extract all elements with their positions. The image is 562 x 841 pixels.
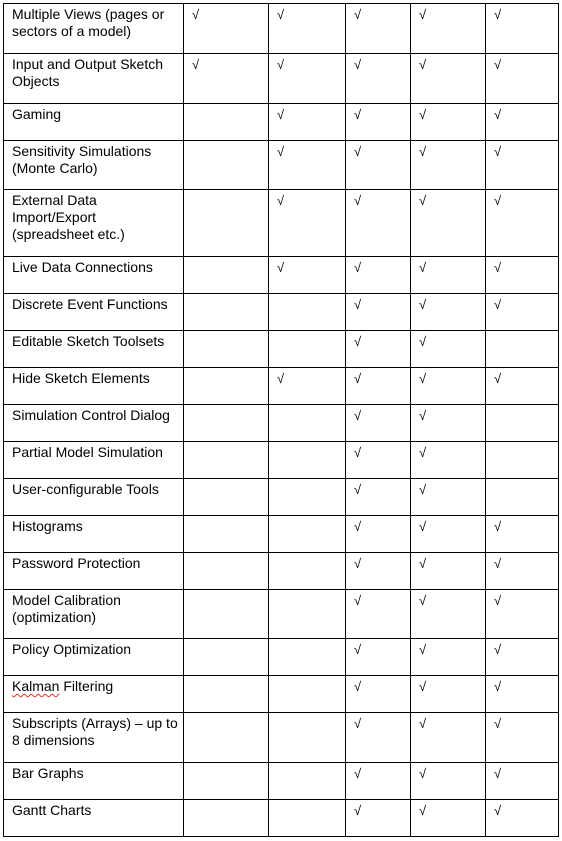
table-row bbox=[4, 479, 559, 516]
feature-comparison-table bbox=[3, 3, 559, 837]
check-mark-cell bbox=[184, 257, 269, 294]
check-mark-cell bbox=[184, 368, 269, 405]
check-mark-cell: √ bbox=[486, 713, 559, 763]
check-mark-cell bbox=[184, 405, 269, 442]
check-mark-cell bbox=[269, 763, 346, 800]
check-mark-cell: √ bbox=[346, 676, 411, 713]
feature-name-cell: Input and Output Sketch Objects bbox=[4, 54, 184, 104]
feature-name-cell: Simulation Control Dialog bbox=[4, 405, 184, 442]
table-row bbox=[4, 800, 559, 837]
check-mark-cell bbox=[269, 800, 346, 837]
check-mark-cell bbox=[184, 639, 269, 676]
check-mark-cell: √ bbox=[486, 763, 559, 800]
check-mark-cell: √ bbox=[269, 104, 346, 141]
check-mark-cell bbox=[269, 331, 346, 368]
check-mark-cell bbox=[486, 331, 559, 368]
feature-name-cell: Policy Optimization bbox=[4, 639, 184, 676]
check-mark-cell: √ bbox=[411, 676, 486, 713]
check-mark-cell bbox=[184, 331, 269, 368]
check-mark-cell: √ bbox=[411, 800, 486, 837]
feature-name-cell: Multiple Views (pages or sectors of a model) bbox=[4, 4, 184, 54]
check-mark-cell: √ bbox=[486, 368, 559, 405]
check-mark-cell: √ bbox=[486, 294, 559, 331]
check-mark-cell: √ bbox=[411, 4, 486, 54]
check-mark-cell: √ bbox=[486, 190, 559, 257]
check-mark-cell bbox=[184, 553, 269, 590]
check-mark-cell bbox=[269, 516, 346, 553]
check-mark-cell: √ bbox=[486, 104, 559, 141]
check-mark-cell: √ bbox=[346, 54, 411, 104]
check-mark-cell: √ bbox=[486, 800, 559, 837]
check-mark-cell: √ bbox=[269, 54, 346, 104]
check-mark-cell: √ bbox=[346, 553, 411, 590]
check-mark-cell: √ bbox=[346, 190, 411, 257]
table-row bbox=[4, 713, 559, 763]
feature-name-cell: Editable Sketch Toolsets bbox=[4, 331, 184, 368]
check-mark-cell bbox=[269, 713, 346, 763]
table-row bbox=[4, 639, 559, 676]
table-body bbox=[4, 4, 559, 837]
check-mark-cell: √ bbox=[486, 639, 559, 676]
check-mark-cell bbox=[486, 442, 559, 479]
check-mark-cell: √ bbox=[486, 516, 559, 553]
check-mark-cell bbox=[269, 639, 346, 676]
check-mark-cell bbox=[269, 442, 346, 479]
check-mark-cell bbox=[269, 405, 346, 442]
check-mark-cell bbox=[486, 479, 559, 516]
check-mark-cell: √ bbox=[346, 294, 411, 331]
check-mark-cell bbox=[269, 676, 346, 713]
check-mark-cell: √ bbox=[411, 54, 486, 104]
check-mark-cell: √ bbox=[346, 479, 411, 516]
check-mark-cell: √ bbox=[269, 141, 346, 190]
feature-name-cell: External Data Import/Export (spreadsheet etc.) bbox=[4, 190, 184, 257]
table-row bbox=[4, 141, 559, 190]
table-row bbox=[4, 104, 559, 141]
check-mark-cell: √ bbox=[411, 141, 486, 190]
check-mark-cell: √ bbox=[346, 104, 411, 141]
check-mark-cell: √ bbox=[346, 763, 411, 800]
check-mark-cell: √ bbox=[411, 639, 486, 676]
check-mark-cell: √ bbox=[346, 4, 411, 54]
check-mark-cell: √ bbox=[411, 331, 486, 368]
table-row bbox=[4, 442, 559, 479]
check-mark-cell bbox=[184, 713, 269, 763]
check-mark-cell: √ bbox=[411, 405, 486, 442]
check-mark-cell bbox=[269, 590, 346, 639]
check-mark-cell: √ bbox=[184, 4, 269, 54]
check-mark-cell: √ bbox=[346, 800, 411, 837]
table-row bbox=[4, 553, 559, 590]
check-mark-cell bbox=[269, 479, 346, 516]
check-mark-cell bbox=[184, 479, 269, 516]
check-mark-cell: √ bbox=[411, 442, 486, 479]
table-row bbox=[4, 257, 559, 294]
check-mark-cell: √ bbox=[411, 190, 486, 257]
check-mark-cell: √ bbox=[346, 590, 411, 639]
check-mark-cell: √ bbox=[486, 141, 559, 190]
check-mark-cell: √ bbox=[346, 257, 411, 294]
table-row bbox=[4, 516, 559, 553]
table-row bbox=[4, 331, 559, 368]
check-mark-cell: √ bbox=[346, 141, 411, 190]
check-mark-cell: √ bbox=[486, 676, 559, 713]
check-mark-cell: √ bbox=[269, 257, 346, 294]
check-mark-cell bbox=[184, 590, 269, 639]
check-mark-cell: √ bbox=[346, 405, 411, 442]
check-mark-cell bbox=[184, 141, 269, 190]
feature-name-cell: User-configurable Tools bbox=[4, 479, 184, 516]
check-mark-cell bbox=[269, 294, 346, 331]
table-row bbox=[4, 294, 559, 331]
check-mark-cell: √ bbox=[346, 516, 411, 553]
table-row bbox=[4, 368, 559, 405]
check-mark-cell bbox=[184, 442, 269, 479]
check-mark-cell: √ bbox=[411, 368, 486, 405]
feature-name-cell: Hide Sketch Elements bbox=[4, 368, 184, 405]
feature-name-cell: Discrete Event Functions bbox=[4, 294, 184, 331]
feature-name-cell: Gaming bbox=[4, 104, 184, 141]
check-mark-cell: √ bbox=[486, 4, 559, 54]
check-mark-cell: √ bbox=[486, 54, 559, 104]
check-mark-cell bbox=[184, 516, 269, 553]
feature-name-cell: Subscripts (Arrays) – up to 8 dimensions bbox=[4, 713, 184, 763]
check-mark-cell bbox=[184, 763, 269, 800]
feature-name-cell: Model Calibration (optimization) bbox=[4, 590, 184, 639]
check-mark-cell: √ bbox=[411, 713, 486, 763]
feature-name-cell: Gantt Charts bbox=[4, 800, 184, 837]
check-mark-cell bbox=[184, 190, 269, 257]
table-row bbox=[4, 590, 559, 639]
check-mark-cell bbox=[184, 294, 269, 331]
check-mark-cell: √ bbox=[411, 516, 486, 553]
check-mark-cell: √ bbox=[411, 257, 486, 294]
table-row bbox=[4, 54, 559, 104]
check-mark-cell: √ bbox=[411, 763, 486, 800]
feature-name-cell: Password Protection bbox=[4, 553, 184, 590]
check-mark-cell: √ bbox=[411, 590, 486, 639]
check-mark-cell bbox=[184, 676, 269, 713]
feature-name-cell: Sensitivity Simulations (Monte Carlo) bbox=[4, 141, 184, 190]
table-row bbox=[4, 405, 559, 442]
feature-name-cell: Bar Graphs bbox=[4, 763, 184, 800]
check-mark-cell: √ bbox=[346, 713, 411, 763]
feature-name-cell: Live Data Connections bbox=[4, 257, 184, 294]
check-mark-cell: √ bbox=[346, 331, 411, 368]
check-mark-cell bbox=[184, 104, 269, 141]
check-mark-cell: √ bbox=[411, 553, 486, 590]
check-mark-cell bbox=[269, 553, 346, 590]
spellcheck-flagged-word: Kalman bbox=[12, 678, 60, 694]
table-row bbox=[4, 676, 559, 713]
feature-name-rest: Filtering bbox=[59, 678, 114, 694]
check-mark-cell: √ bbox=[269, 190, 346, 257]
check-mark-cell: √ bbox=[411, 104, 486, 141]
check-mark-cell: √ bbox=[346, 442, 411, 479]
check-mark-cell: √ bbox=[486, 257, 559, 294]
check-mark-cell: √ bbox=[346, 639, 411, 676]
check-mark-cell: √ bbox=[346, 368, 411, 405]
check-mark-cell: √ bbox=[269, 4, 346, 54]
check-mark-cell: √ bbox=[411, 479, 486, 516]
feature-name-cell: Histograms bbox=[4, 516, 184, 553]
check-mark-cell: √ bbox=[411, 294, 486, 331]
check-mark-cell: √ bbox=[486, 553, 559, 590]
table-row bbox=[4, 190, 559, 257]
feature-name-cell bbox=[4, 676, 184, 713]
check-mark-cell: √ bbox=[184, 54, 269, 104]
feature-name-cell: Partial Model Simulation bbox=[4, 442, 184, 479]
table-row bbox=[4, 4, 559, 54]
check-mark-cell bbox=[486, 405, 559, 442]
check-mark-cell bbox=[184, 800, 269, 837]
check-mark-cell: √ bbox=[269, 368, 346, 405]
check-mark-cell: √ bbox=[486, 590, 559, 639]
table-row bbox=[4, 763, 559, 800]
